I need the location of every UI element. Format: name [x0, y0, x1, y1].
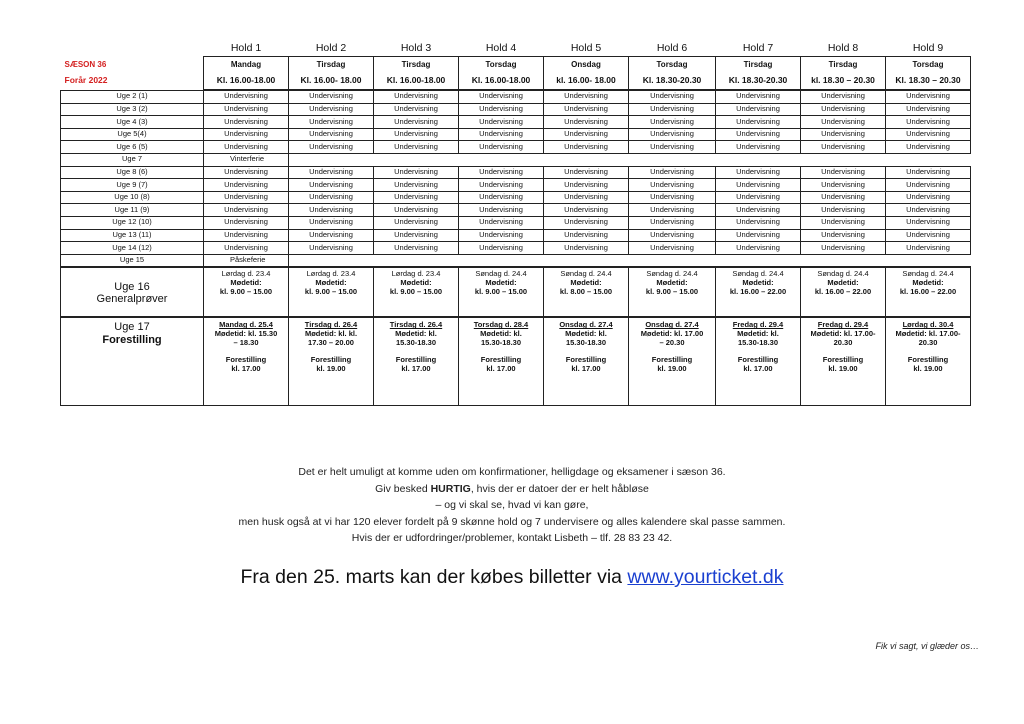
week-label: Uge 14 (12) [61, 242, 204, 255]
general-date: Søndag d. 24.4 [560, 269, 612, 279]
show-meet-2: 20.30 [918, 337, 938, 347]
show-date: Fredag d. 29.4 [732, 320, 784, 330]
lesson-cell: Undervisning [544, 179, 629, 192]
lesson-cell: Undervisning [289, 116, 374, 129]
hold-header: Hold 9 [912, 41, 944, 54]
info-note [0, 464, 1024, 547]
week-label: Uge 12 (10) [61, 216, 204, 229]
lesson-cell: Undervisning [629, 242, 716, 255]
season-subtitle: Forår 2022 [64, 74, 108, 85]
week-row [61, 90, 971, 103]
show-title: Forestilling [102, 333, 162, 346]
lesson-cell: Undervisning [204, 90, 289, 103]
lesson-cell: Undervisning [629, 103, 716, 116]
show-perf-label: Forestilling [907, 355, 949, 365]
week-row [61, 166, 971, 179]
lesson-cell: Undervisning [289, 166, 374, 179]
lesson-cell: Undervisning [204, 128, 289, 141]
show-perf-time: kl. 17.00 [571, 363, 601, 373]
lesson-cell: Undervisning [459, 216, 544, 229]
hold-time: Kl. 18.30-20.30 [716, 72, 801, 90]
lesson-cell: Undervisning [801, 166, 886, 179]
holiday-span [289, 254, 971, 267]
general-cell [374, 267, 459, 317]
lesson-cell: Undervisning [629, 229, 716, 242]
hold-header: Hold 4 [485, 41, 517, 54]
show-meet-2: 15.30-18.30 [565, 337, 607, 347]
lesson-cell: Undervisning [716, 229, 801, 242]
week-row [61, 216, 971, 229]
lesson-cell: Undervisning [801, 204, 886, 217]
lesson-cell: Undervisning [886, 90, 971, 103]
general-cell [801, 267, 886, 317]
hold-time: Kl. 18.30-20.30 [629, 72, 716, 90]
show-perf-label: Forestilling [651, 355, 693, 365]
lesson-cell: Undervisning [801, 141, 886, 154]
hold-day: Torsdag [459, 57, 544, 73]
schedule-table [60, 40, 971, 406]
show-perf-label: Forestilling [225, 355, 267, 365]
week-row [61, 191, 971, 204]
lesson-cell: Undervisning [459, 166, 544, 179]
general-date: Søndag d. 24.4 [732, 269, 784, 279]
hold-day: Torsdag [886, 57, 971, 73]
lesson-cell: Undervisning [801, 103, 886, 116]
show-perf-time: kl. 19.00 [828, 363, 858, 373]
lesson-cell: Undervisning [716, 204, 801, 217]
lesson-cell: Undervisning [289, 90, 374, 103]
lesson-cell: Undervisning [374, 103, 459, 116]
lesson-cell: Undervisning [629, 116, 716, 129]
lesson-cell: Undervisning [204, 242, 289, 255]
note-line-2-bold: HURTIG [430, 482, 471, 495]
lesson-cell: Undervisning [629, 216, 716, 229]
lesson-cell: Undervisning [801, 90, 886, 103]
lesson-cell: Undervisning [886, 166, 971, 179]
lesson-cell: Undervisning [374, 166, 459, 179]
hold-header: Hold 6 [656, 41, 688, 54]
show-cell [716, 317, 801, 406]
general-cell [716, 267, 801, 317]
hold-time: Kl. 16.00-18.00 [374, 72, 459, 90]
week-row [61, 229, 971, 242]
lesson-cell: Undervisning [204, 229, 289, 242]
lesson-cell: Undervisning [886, 128, 971, 141]
general-time: kl. 8.00 – 15.00 [559, 286, 613, 296]
hold-time: Kl. 16.00- 18.00 [289, 72, 374, 90]
week-label: Uge 10 (8) [61, 191, 204, 204]
general-date: Lørdag d. 23.4 [306, 269, 356, 279]
lesson-cell: Undervisning [716, 179, 801, 192]
lesson-cell: Undervisning [716, 191, 801, 204]
show-cell [459, 317, 544, 406]
week-row [61, 153, 971, 166]
general-meet-label: Mødetid: [912, 277, 944, 287]
lesson-cell: Undervisning [374, 141, 459, 154]
general-week-label: Uge 16 [114, 280, 150, 293]
general-meet-label: Mødetid: [570, 277, 602, 287]
general-meet-label: Mødetid: [485, 277, 517, 287]
lesson-cell: Undervisning [204, 191, 289, 204]
general-label-cell [61, 267, 204, 317]
lesson-cell: Undervisning [716, 166, 801, 179]
lesson-cell: Undervisning [289, 141, 374, 154]
lesson-cell: Undervisning [801, 216, 886, 229]
lesson-cell: Undervisning [544, 216, 629, 229]
week-row [61, 179, 971, 192]
lesson-cell: Undervisning [459, 242, 544, 255]
lesson-cell: Undervisning [544, 229, 629, 242]
lesson-cell: Undervisning [459, 229, 544, 242]
lesson-cell: Undervisning [886, 116, 971, 129]
show-meet-1: Mødetid: kl. 17.00- [810, 328, 876, 338]
lesson-cell: Undervisning [886, 191, 971, 204]
general-date: Lørdag d. 23.4 [221, 269, 271, 279]
show-perf-time: kl. 19.00 [913, 363, 943, 373]
note-line-3: – og vi skal se, hvad vi kan gøre, [435, 499, 589, 511]
ticket-info [0, 566, 1024, 589]
week-label: Uge 7 [61, 153, 204, 166]
lesson-cell: Undervisning [801, 116, 886, 129]
lesson-cell: Undervisning [886, 242, 971, 255]
show-date: Onsdag d. 27.4 [559, 320, 613, 330]
lesson-cell: Undervisning [374, 179, 459, 192]
holiday-label: Påskeferie [204, 254, 289, 267]
lesson-cell: Undervisning [886, 204, 971, 217]
lesson-cell: Undervisning [886, 216, 971, 229]
note-line-2-pre: Giv besked [375, 482, 431, 495]
lesson-cell: Undervisning [374, 204, 459, 217]
lesson-cell: Undervisning [886, 103, 971, 116]
note-line-1: Det er helt umuligt at komme uden om konfirmationer, helligdage og eksamener i sæson 36. [298, 466, 726, 478]
lesson-cell: Undervisning [801, 191, 886, 204]
show-date: Tirsdag d. 26.4 [304, 320, 358, 330]
show-date: Lørdag d. 30.4 [902, 320, 954, 330]
show-perf-time: kl. 19.00 [316, 363, 346, 373]
general-date: Søndag d. 24.4 [902, 269, 954, 279]
general-time: kl. 9.00 – 15.00 [304, 286, 358, 296]
lesson-cell: Undervisning [629, 179, 716, 192]
schedule-sheet [60, 40, 964, 406]
ticket-text: Fra den 25. marts kan der købes billetter via [240, 566, 628, 588]
show-meet-1: Mødetid: kl. 15.30 [214, 328, 278, 338]
hold-day: Tirsdag [374, 57, 459, 73]
show-meet-2: 15.30-18.30 [480, 337, 522, 347]
show-cell [801, 317, 886, 406]
show-cell [886, 317, 971, 406]
general-meet-label: Mødetid: [656, 277, 688, 287]
lesson-cell: Undervisning [716, 90, 801, 103]
lesson-cell: Undervisning [629, 141, 716, 154]
general-time: kl. 9.00 – 15.00 [219, 286, 273, 296]
show-perf-time: kl. 17.00 [743, 363, 773, 373]
lesson-cell: Undervisning [544, 116, 629, 129]
holiday-span [289, 153, 971, 166]
holiday-label: Vinterferie [204, 153, 289, 166]
lesson-cell: Undervisning [801, 242, 886, 255]
lesson-cell: Undervisning [289, 216, 374, 229]
lesson-cell: Undervisning [204, 166, 289, 179]
week-label: Uge 13 (11) [61, 229, 204, 242]
general-meet-label: Mødetid: [230, 277, 262, 287]
week-row [61, 242, 971, 255]
week-label: Uge 5(4) [61, 128, 204, 141]
hold-time: kl. 16.00- 18.00 [544, 72, 629, 90]
lesson-cell: Undervisning [544, 166, 629, 179]
lesson-cell: Undervisning [544, 103, 629, 116]
week-label: Uge 9 (7) [61, 179, 204, 192]
lesson-cell: Undervisning [204, 216, 289, 229]
season-title: SÆSON 36 [64, 59, 107, 69]
week-row [61, 254, 971, 267]
show-date: Tirsdag d. 26.4 [389, 320, 443, 330]
lesson-cell: Undervisning [289, 191, 374, 204]
show-cell [629, 317, 716, 406]
lesson-cell: Undervisning [629, 166, 716, 179]
show-meet-1: Mødetid: kl. [565, 328, 607, 338]
general-time: kl. 16.00 – 22.00 [729, 286, 787, 296]
show-cell [289, 317, 374, 406]
hold-time: Kl. 16.00-18.00 [459, 72, 544, 90]
general-cell [629, 267, 716, 317]
lesson-cell: Undervisning [801, 179, 886, 192]
show-cell [204, 317, 289, 406]
general-title: Generalprøver [96, 293, 168, 306]
show-date: Torsdag d. 28.4 [473, 320, 529, 330]
lesson-cell: Undervisning [374, 90, 459, 103]
lesson-cell: Undervisning [544, 90, 629, 103]
show-date: Mandag d. 25.4 [219, 320, 273, 330]
lesson-cell: Undervisning [716, 116, 801, 129]
general-cell [289, 267, 374, 317]
general-date: Søndag d. 24.4 [475, 269, 527, 279]
general-cell [204, 267, 289, 317]
week-label: Uge 6 (5) [61, 141, 204, 154]
general-time: kl. 16.00 – 22.00 [899, 286, 957, 296]
show-week-label: Uge 17 [114, 321, 150, 334]
lesson-cell: Undervisning [289, 242, 374, 255]
lesson-cell: Undervisning [801, 128, 886, 141]
general-time: kl. 16.00 – 22.00 [814, 286, 872, 296]
lesson-cell: Undervisning [544, 191, 629, 204]
show-meet-1: Mødetid: kl. 17.00- [895, 328, 961, 338]
note-line-4: men husk også at vi har 120 elever fordelt på 9 skønne hold og 7 undervisere og alles kalendere skal passe sammen. [238, 515, 786, 528]
lesson-cell: Undervisning [374, 191, 459, 204]
show-meet-2: 15.30-18.30 [737, 337, 779, 347]
hold-header: Hold 8 [827, 41, 859, 54]
note-line-5: Hvis der er udfordringer/problemer, kontakt Lisbeth – tlf. 28 83 23 42. [351, 532, 673, 544]
general-time: kl. 9.00 – 15.00 [474, 286, 528, 296]
show-perf-label: Forestilling [565, 355, 607, 365]
lesson-cell: Undervisning [204, 204, 289, 217]
general-cell [886, 267, 971, 317]
lesson-cell: Undervisning [374, 242, 459, 255]
show-perf-time: kl. 17.00 [486, 363, 516, 373]
lesson-cell: Undervisning [801, 229, 886, 242]
lesson-cell: Undervisning [374, 116, 459, 129]
lesson-cell: Undervisning [716, 216, 801, 229]
hold-header: Hold 2 [315, 41, 347, 54]
hold-time: kl. 18.30 – 20.30 [801, 72, 886, 90]
show-meet-1: Mødetid: kl. [737, 328, 779, 338]
general-meet-label: Mødetid: [742, 277, 774, 287]
lesson-cell: Undervisning [374, 229, 459, 242]
lesson-cell: Undervisning [544, 242, 629, 255]
lesson-cell: Undervisning [289, 229, 374, 242]
hold-header: Hold 5 [570, 41, 602, 54]
general-cell [544, 267, 629, 317]
lesson-cell: Undervisning [629, 128, 716, 141]
lesson-cell: Undervisning [289, 103, 374, 116]
show-date: Fredag d. 29.4 [817, 320, 869, 330]
lesson-cell: Undervisning [716, 141, 801, 154]
show-date: Onsdag d. 27.4 [645, 320, 699, 330]
week-row [61, 103, 971, 116]
lesson-cell: Undervisning [544, 204, 629, 217]
show-meet-2: – 18.30 [233, 337, 259, 347]
hold-time: Kl. 16.00-18.00 [204, 72, 289, 90]
hold-header: Hold 1 [230, 41, 262, 54]
lesson-cell: Undervisning [459, 141, 544, 154]
week-row [61, 204, 971, 217]
general-meet-label: Mødetid: [827, 277, 859, 287]
show-cell [374, 317, 459, 406]
general-cell [459, 267, 544, 317]
lesson-cell: Undervisning [886, 229, 971, 242]
lesson-cell: Undervisning [374, 128, 459, 141]
general-meet-label: Mødetid: [400, 277, 432, 287]
lesson-cell: Undervisning [886, 141, 971, 154]
general-meet-label: Mødetid: [315, 277, 347, 287]
week-label: Uge 15 [61, 254, 204, 267]
hold-day: Tirsdag [801, 57, 886, 73]
lesson-cell: Undervisning [629, 90, 716, 103]
show-meet-2: – 20.30 [659, 337, 685, 347]
show-perf-time: kl. 19.00 [657, 363, 687, 373]
lesson-cell: Undervisning [459, 103, 544, 116]
lesson-cell: Undervisning [886, 179, 971, 192]
lesson-cell: Undervisning [204, 141, 289, 154]
lesson-cell: Undervisning [544, 141, 629, 154]
corner-cell [61, 40, 204, 57]
general-time: kl. 9.00 – 15.00 [389, 286, 443, 296]
week-label: Uge 11 (9) [61, 204, 204, 217]
hold-day: Torsdag [629, 57, 716, 73]
lesson-cell: Undervisning [459, 116, 544, 129]
show-perf-label: Forestilling [395, 355, 437, 365]
show-perf-label: Forestilling [822, 355, 864, 365]
show-perf-time: kl. 17.00 [401, 363, 431, 373]
lesson-cell: Undervisning [716, 128, 801, 141]
show-perf-label: Forestilling [737, 355, 779, 365]
show-meet-1: Mødetid: kl. [480, 328, 522, 338]
lesson-cell: Undervisning [459, 90, 544, 103]
lesson-cell: Undervisning [629, 191, 716, 204]
lesson-cell: Undervisning [459, 204, 544, 217]
hold-time: Kl. 18.30 – 20.30 [886, 72, 971, 90]
hold-day: Onsdag [544, 57, 629, 73]
lesson-cell: Undervisning [544, 128, 629, 141]
show-perf-label: Forestilling [310, 355, 352, 365]
show-meet-2: 15.30-18.30 [395, 337, 437, 347]
general-date: Søndag d. 24.4 [646, 269, 698, 279]
week-row [61, 141, 971, 154]
note-line-2 [0, 481, 1024, 498]
ticket-link[interactable]: www.yourticket.dk [627, 566, 784, 588]
lesson-cell: Undervisning [374, 216, 459, 229]
lesson-cell: Undervisning [204, 116, 289, 129]
lesson-cell: Undervisning [204, 179, 289, 192]
week-label: Uge 4 (3) [61, 116, 204, 129]
week-label: Uge 3 (2) [61, 103, 204, 116]
general-time: kl. 9.00 – 15.00 [645, 286, 699, 296]
show-meet-1: Mødetid: kl. 17.00 [640, 328, 704, 338]
hold-day: Tirsdag [716, 57, 801, 73]
week-label: Uge 8 (6) [61, 166, 204, 179]
lesson-cell: Undervisning [629, 204, 716, 217]
show-meet-1: Mødetid: kl. [395, 328, 437, 338]
lesson-cell: Undervisning [459, 128, 544, 141]
hold-day: Mandag [204, 57, 289, 73]
general-date: Lørdag d. 23.4 [391, 269, 441, 279]
lesson-cell: Undervisning [289, 204, 374, 217]
show-perf-time: kl. 17.00 [231, 363, 261, 373]
lesson-cell: Undervisning [204, 103, 289, 116]
lesson-cell: Undervisning [289, 128, 374, 141]
week-label: Uge 2 (1) [61, 90, 204, 103]
show-meet-2: 17.30 – 20.00 [308, 337, 354, 347]
note-line-2-post: , hvis der er datoer der er helt håbløse [470, 482, 649, 495]
show-cell [544, 317, 629, 406]
hold-day: Tirsdag [289, 57, 374, 73]
lesson-cell: Undervisning [716, 242, 801, 255]
hold-header: Hold 3 [400, 41, 432, 54]
lesson-cell: Undervisning [289, 179, 374, 192]
signoff: Fik vi sagt, vi glæder os… [875, 641, 979, 651]
week-row [61, 116, 971, 129]
show-perf-label: Forestilling [480, 355, 522, 365]
lesson-cell: Undervisning [716, 103, 801, 116]
lesson-cell: Undervisning [459, 191, 544, 204]
week-row [61, 128, 971, 141]
show-meet-2: 20.30 [833, 337, 853, 347]
hold-header: Hold 7 [742, 41, 774, 54]
show-meet-1: Mødetid: kl. kl. [304, 328, 358, 338]
lesson-cell: Undervisning [459, 179, 544, 192]
general-date: Søndag d. 24.4 [817, 269, 869, 279]
show-label-cell [61, 317, 204, 406]
